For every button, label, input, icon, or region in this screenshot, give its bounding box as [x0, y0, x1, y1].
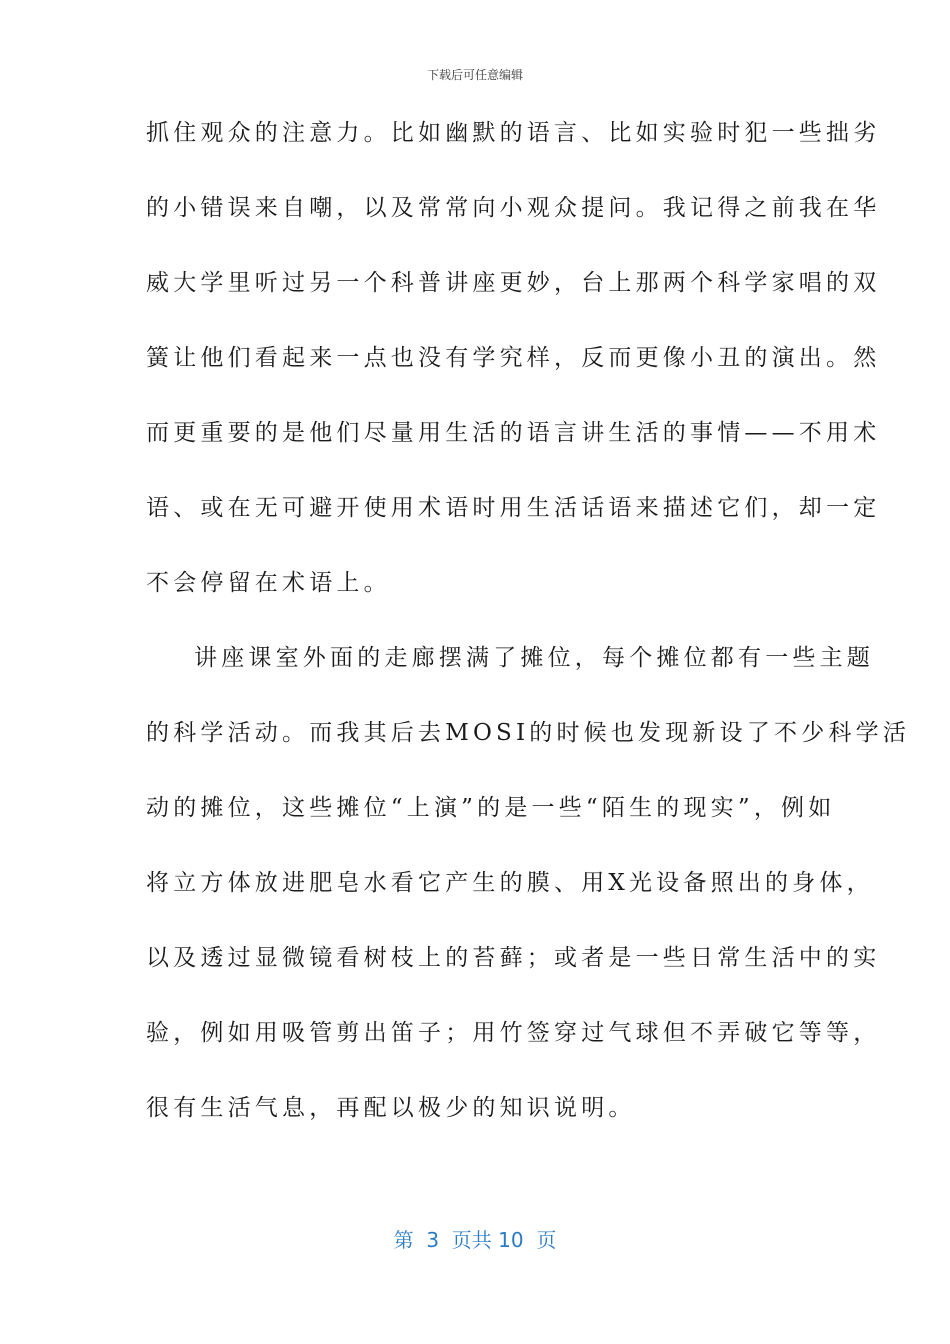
text-line: 验，例如用吸管剪出笛子；用竹签穿过气球但不弄破它等等，: [146, 1020, 881, 1046]
text-line: 以及透过显微镜看树枝上的苔藓；或者是一些日常生活中的实: [146, 945, 881, 971]
text-line: 将立方体放进肥皂水看它产生的膜、用X光设备照出的身体，: [146, 870, 874, 896]
text-line: 很有生活气息，再配以极少的知识说明。: [146, 1095, 636, 1121]
page-number-footer: 第 3 页共 10 页: [393, 1228, 557, 1252]
text-line: 讲座课室外面的走廊摆满了摊位，每个摊位都有一些主题: [194, 645, 874, 671]
text-line: 不会停留在术语上。: [146, 570, 391, 596]
text-line: 抓住观众的注意力。比如幽默的语言、比如实验时犯一些拙劣: [146, 120, 881, 146]
text-line: 簧让他们看起来一点也没有学究样，反而更像小丑的演出。然: [146, 345, 881, 371]
page-header: 下载后可任意编辑: [426, 68, 523, 82]
text-line: 的小错误来自嘲，以及常常向小观众提问。我记得之前我在华: [146, 195, 881, 221]
text-line: 而更重要的是他们尽量用生活的语言讲生活的事情——不用术: [146, 420, 881, 446]
text-line: 的科学活动。而我其后去MOSI的时候也发现新设了不少科学活: [146, 720, 911, 746]
text-line: 语、或在无可避开使用术语时用生活话语来描述它们，却一定: [146, 495, 881, 521]
text-line: 威大学里听过另一个科普讲座更妙，台上那两个科学家唱的双: [146, 270, 881, 296]
text-line: 动的摊位，这些摊位“上演”的是一些“陌生的现实”，例如: [146, 795, 836, 821]
